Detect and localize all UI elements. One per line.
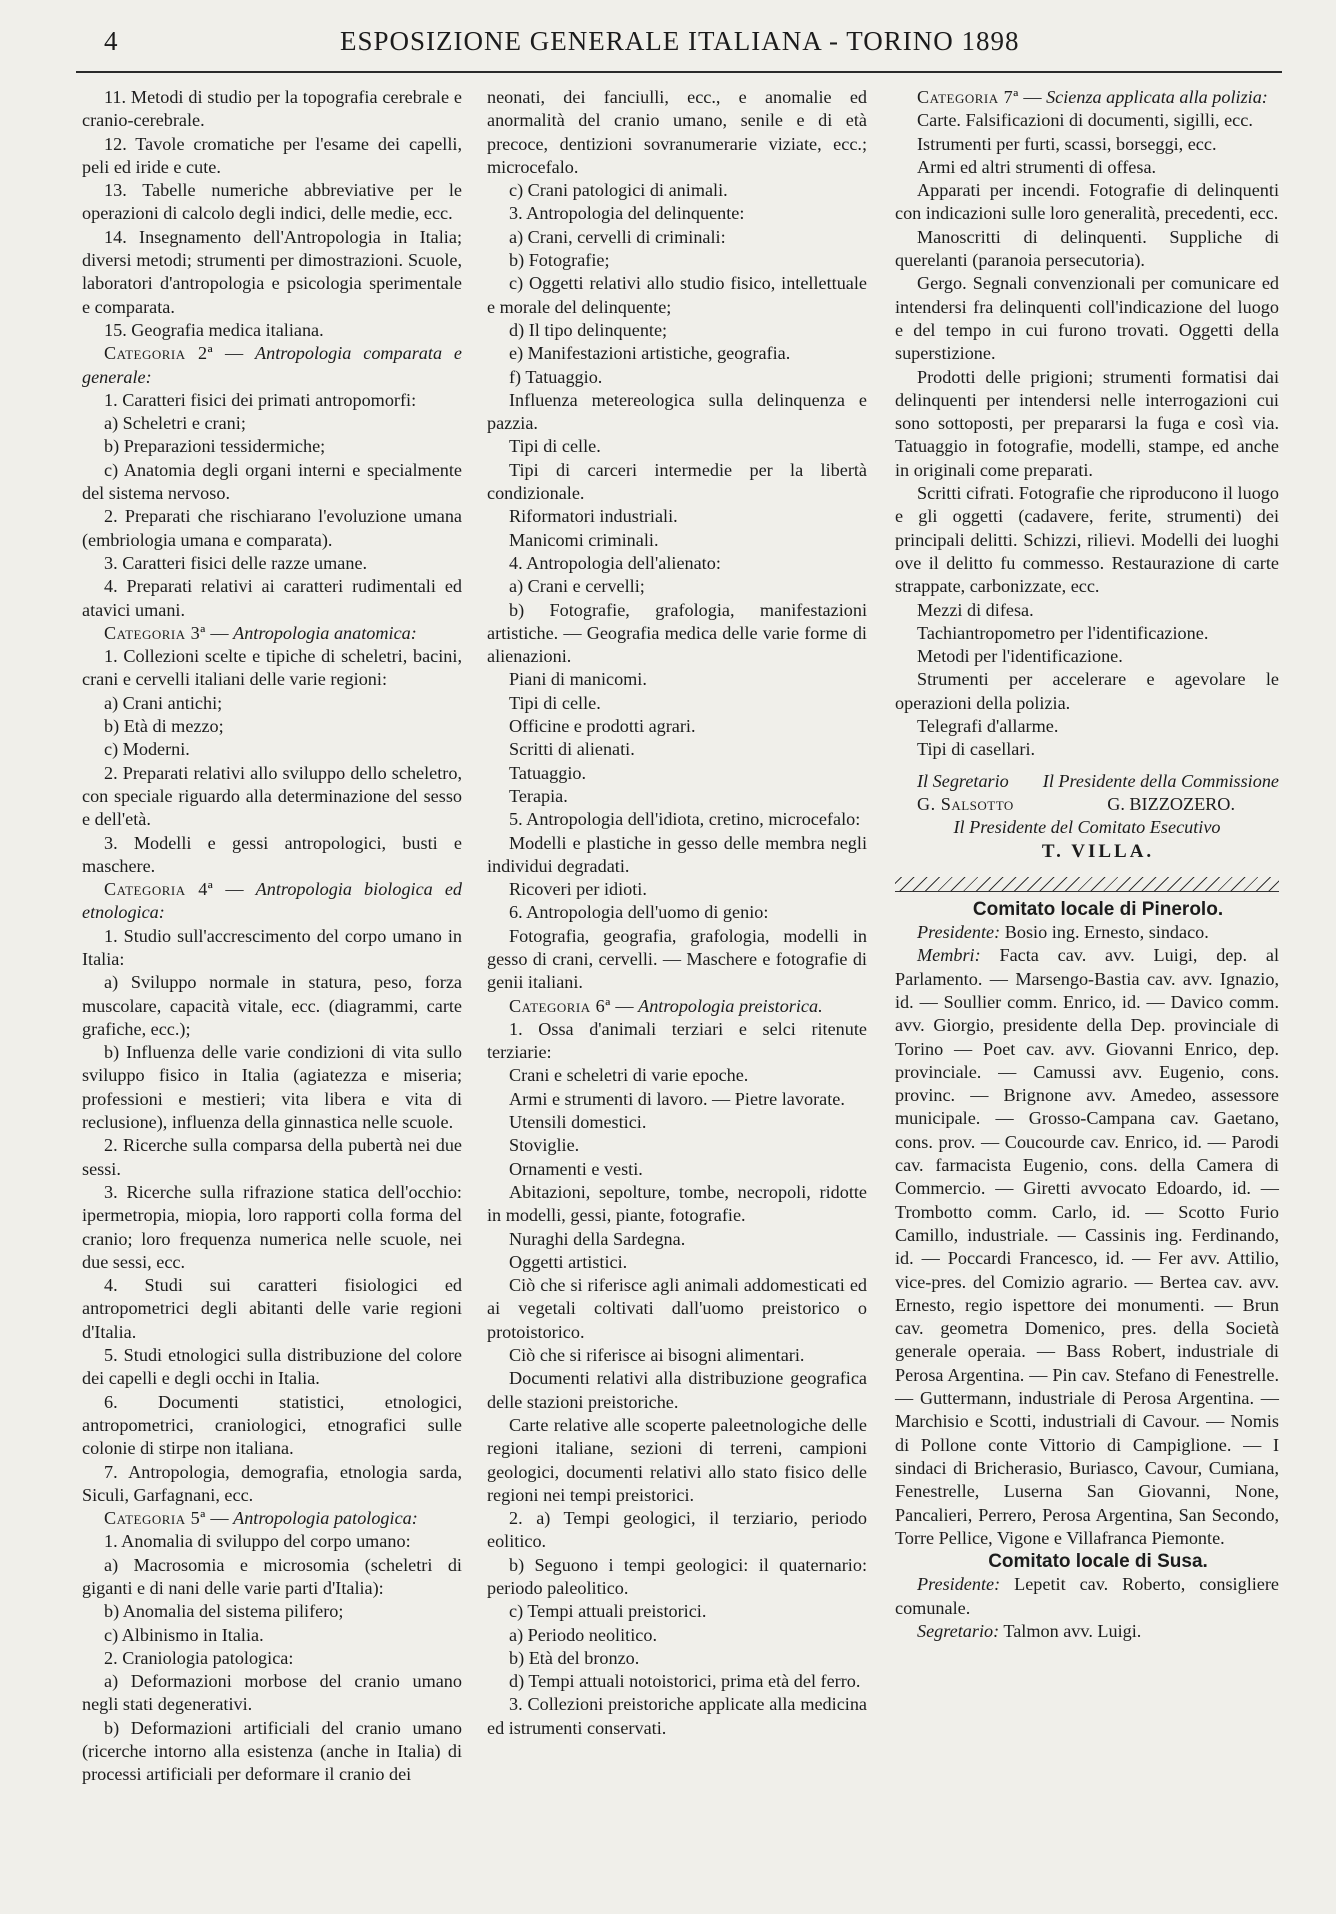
paragraph: a) Crani, cervelli di criminali: <box>509 226 726 247</box>
category-label: Categoria 7ª <box>917 87 1019 107</box>
susa-heading: Comitato locale di Susa. <box>988 1551 1208 1573</box>
paragraph: Abitazioni, sepolture, tombe, necropoli, ridotte in modelli, gessi, piante, fotografie. <box>487 1181 867 1226</box>
page-number: 4 <box>104 26 118 56</box>
presidente-text: Bosio ing. Ernesto, sindaco. <box>1004 922 1209 943</box>
signatures-names <box>895 793 1279 816</box>
paragraph: 4. Studi sui caratteri fisiologici ed antropometrici degli abitanti delle varie regioni d'Italia. <box>82 1275 462 1342</box>
paragraph: Prodotti delle prigioni; strumenti formatisi dai delinquenti per intendersi nelle interrogazioni cui sono sottoposti, per prepararsi la fuga e così via. Tatuaggio in fotografie, modelli, stampe, ed anche in originali come preparati. <box>895 366 1279 480</box>
column-2 <box>487 86 867 1740</box>
paragraph: Strumenti per accelerare e agevolare le operazioni della polizia. <box>895 669 1279 713</box>
susa-segretario <box>895 1620 1279 1643</box>
paragraph: a) Scheletri e crani; <box>104 413 246 434</box>
presidente-text: Lepetit cav. Roberto, consigliere comunale. <box>895 1574 1280 1618</box>
paragraph: 4. Preparati relativi ai caratteri rudimentali ed atavici umani. <box>82 576 462 620</box>
presidente-esecutivo-label: Il Presidente del Comitato Esecutivo <box>953 817 1221 838</box>
paragraph: Documenti relativi alla distribuzione geografica delle stazioni preistoriche. <box>487 1368 867 1412</box>
paragraph: c) Moderni. <box>104 739 190 760</box>
category-title: Antropologia biologica ed etnologica: <box>82 879 462 923</box>
paragraph: 2. Ricerche sulla comparsa della pubertà nei due sessi. <box>82 1135 462 1179</box>
paragraph: neonati, dei fanciulli, ecc., e anomalie ed anormalità del cranio umano, senile e di età precoce, dentizioni sovranumerarie viziate, ecc.; microcefalo. <box>487 87 867 177</box>
category-label: Categoria 6ª <box>509 995 611 1016</box>
paragraph: Terapia. <box>509 785 568 806</box>
paragraph: d) Il tipo delinquente; <box>509 319 668 340</box>
running-title: ESPOSIZIONE GENERALE ITALIANA - TORINO 1898 <box>340 26 1020 56</box>
paragraph: 15. Geografia medica italiana. <box>104 319 324 340</box>
paragraph: Nuraghi della Sardegna. <box>509 1228 686 1249</box>
paragraph: a) Sviluppo normale in statura, peso, forza muscolare, capacità vitale, ecc. (diagrammi, carte grafiche, ecc.); <box>82 972 462 1039</box>
paragraph: Utensili domestici. <box>509 1112 647 1133</box>
paragraph: Armi e strumenti di lavoro. — Pietre lavorate. <box>509 1088 845 1109</box>
paragraph: d) Tempi attuali notoistorici, prima età del ferro. <box>509 1671 861 1692</box>
paragraph: Tatuaggio. <box>509 762 587 783</box>
category-title: Antropologia anatomica: <box>233 622 417 643</box>
paragraph: Manicomi criminali. <box>509 529 659 550</box>
paragraph: b) Anomalia del sistema pilifero; <box>104 1601 344 1622</box>
category-title: Scienza applicata alla polizia: <box>1046 87 1268 107</box>
column-1 <box>82 86 462 1787</box>
paragraph: Metodi per l'identificazione. <box>917 646 1123 667</box>
paragraph: Scritti di alienati. <box>509 739 635 760</box>
paragraph: 5. Antropologia dell'idiota, cretino, microcefalo: <box>509 809 861 830</box>
category-heading: Categoria 6ª — Antropologia preistorica. <box>509 995 823 1016</box>
segretario-label: Il Segretario <box>917 770 1009 791</box>
paragraph: 2. Preparati relativi allo sviluppo dello scheletro, con speciale riguardo alla determinazione del sesso e dell'età. <box>82 762 462 830</box>
category-label: Categoria 5ª <box>104 1508 206 1529</box>
paragraph: 6. Documenti statistici, etnologici, antropometrici, craniologici, etnografici sulle colonie di stirpe non italiana. <box>82 1391 462 1459</box>
paragraph: Mezzi di difesa. <box>917 599 1034 620</box>
paragraph: b) Fotografie, grafologia, manifestazioni artistiche. — Geografia medica delle varie forme di alienazioni. <box>487 599 867 667</box>
paragraph: 3. Collezioni preistoriche applicate alla medicina ed istrumenti conservati. <box>487 1694 867 1738</box>
paragraph: Officine e prodotti agrari. <box>509 716 696 737</box>
paragraph: e) Manifestazioni artistiche, geografia. <box>509 343 791 364</box>
category-label: Categoria 2ª <box>104 343 214 364</box>
category-heading: Categoria 7ª — Scienza applicata alla polizia: <box>917 87 1268 107</box>
paragraph: Modelli e plastiche in gesso delle membra negli individui degradati. <box>487 832 867 876</box>
paragraph: 4. Antropologia dell'alienato: <box>509 552 721 573</box>
paragraph: Tipi di carceri intermedie per la libertà condizionale. <box>487 459 867 504</box>
category-heading: Categoria 5ª — Antropologia patologica: <box>104 1508 418 1529</box>
paragraph: Tipi di casellari. <box>917 739 1036 760</box>
paragraph: Fotografia, geografia, grafologia, modelli in gesso di crani, cervelli. — Maschere e fotografie di genii italiani. <box>487 925 867 993</box>
paragraph: a) Crani e cervelli; <box>509 576 645 597</box>
paragraph: Oggetti artistici. <box>509 1251 628 1272</box>
paragraph: Crani e scheletri di varie epoche. <box>509 1065 749 1086</box>
paragraph: 5. Studi etnologici sulla distribuzione del colore dei capelli e degli occhi in Italia. <box>82 1345 462 1389</box>
paragraph: 2. Preparati che rischiarano l'evoluzione umana (embriologia umana e comparata). <box>82 506 462 550</box>
segretario-text: Talmon avv. Luigi. <box>1003 1621 1142 1641</box>
paragraph: a) Periodo neolitico. <box>509 1624 657 1645</box>
paragraph: b) Influenza delle varie condizioni di vita sullo sviluppo fisico in Italia (agiatezza e miseria; professioni e mestieri; vita libera e vita di reclusione), influenza della ginnastica nelle scuole. <box>82 1042 462 1133</box>
page-header <box>0 18 1336 68</box>
pinerolo-membri <box>895 944 1279 1550</box>
paragraph: 1. Caratteri fisici dei primati antropomorfi: <box>104 389 417 410</box>
membri-label: Membri: <box>917 945 981 966</box>
paragraph: 12. Tavole cromatiche per l'esame dei capelli, peli ed iride e cute. <box>82 133 462 177</box>
paragraph: Ciò che si riferisce ai bisogni alimentari. <box>509 1345 805 1366</box>
paragraph: Ciò che si riferisce agli animali addomesticati ed ai vegetali coltivati dall'uomo preistorico o protoistorico. <box>487 1275 867 1342</box>
presidente-label: Presidente: <box>917 1574 1001 1595</box>
susa-presidente <box>895 1573 1279 1620</box>
paragraph: Manoscritti di delinquenti. Suppliche di querelanti (paranoia persecutoria). <box>895 226 1279 271</box>
paragraph: a) Crani antichi; <box>104 692 223 713</box>
paragraph: 3. Ricerche sulla rifrazione statica dell'occhio: ipermetropia, miopia, loro rapporti colla forma del cranio; loro frequenza numerica nelle scuole, nei due sessi, ecc. <box>82 1181 462 1272</box>
paragraph: Riformatori industriali. <box>509 506 678 527</box>
category-title: Antropologia patologica: <box>233 1508 418 1529</box>
paragraph: 2. Craniologia patologica: <box>104 1647 294 1668</box>
paragraph: 2. a) Tempi geologici, il terziario, periodo eolitico. <box>487 1508 867 1552</box>
paragraph: 3. Modelli e gessi antropologici, busti e maschere. <box>82 832 462 876</box>
category-label: Categoria 3ª <box>104 622 206 643</box>
header-rule <box>76 71 1282 73</box>
paragraph: Apparati per incendi. Fotografie di delinquenti con indicazioni sulle loro generalità, precedenti, ecc. <box>895 180 1279 224</box>
presidente-commissione-label: Il Presidente della Commissione <box>1042 770 1279 791</box>
paragraph: Piani di manicomi. <box>509 669 647 690</box>
presidente-label: Presidente: <box>917 922 1001 943</box>
paragraph: a) Deformazioni morbose del cranio umano negli stati degenerativi. <box>82 1671 462 1715</box>
paragraph: a) Macrosomia e microsomia (scheletri di giganti e di nani delle varie parti d'Italia): <box>82 1554 462 1598</box>
paragraph: 1. Collezioni scelte e tipiche di scheletri, bacini, crani e cervelli italiani delle varie regioni: <box>82 646 462 690</box>
paragraph: 1. Anomalia di sviluppo del corpo umano: <box>104 1531 411 1552</box>
paragraph: b) Preparazioni tessidermiche; <box>104 436 326 457</box>
paragraph: c) Tempi attuali preistorici. <box>509 1601 707 1622</box>
category-heading: Categoria 4ª — Antropologia biologica ed etnologica: <box>82 879 462 923</box>
paragraph: 1. Studio sull'accrescimento del corpo umano in Italia: <box>82 925 462 969</box>
paragraph: b) Seguono i tempi geologici: il quaternario: periodo paleolitico. <box>487 1554 867 1598</box>
pinerolo-heading: Comitato locale di Pinerolo. <box>972 898 1224 920</box>
ornamental-divider <box>895 877 1279 892</box>
category-heading: Categoria 2ª — Antropologia comparata e generale: <box>82 343 462 387</box>
paragraph: Scritti cifrati. Fotografie che riproducono il luogo e gli oggetti (cadavere, ferite, strumenti) dei principali delitti. Schizzi, rilievi. Modelli dei luoghi ove il delitto fu commesso. Restaurazione di carte strappate, carbonizzate, ecc. <box>895 483 1279 597</box>
presidente-commissione-name: G. BIZZOZERO. <box>1107 793 1235 814</box>
presidente-esecutivo-name: T. VILLA. <box>1041 840 1155 862</box>
paragraph: b) Età di mezzo; <box>104 716 224 737</box>
paragraph: Gergo. Segnali convenzionali per comunicare ed intendersi fra delinquenti coll'indicazione del luogo e del tempo in cui furono trovati. Oggetti della superstizione. <box>895 273 1279 364</box>
paragraph: 3. Antropologia del delinquente: <box>509 203 745 224</box>
category-heading: Categoria 3ª — Antropologia anatomica: <box>104 622 417 643</box>
paragraph: Telegrafi d'allarme. <box>917 716 1059 737</box>
paragraph: b) Deformazioni artificiali del cranio umano (ricerche intorno alla esistenza (anche in Italia) di processi artificiali per deformare il cranio dei <box>82 1717 462 1785</box>
paragraph: Armi ed altri strumenti di offesa. <box>917 156 1157 177</box>
paragraph: c) Albinismo in Italia. <box>104 1624 264 1645</box>
paragraph: 11. Metodi di studio per la topografia cerebrale e cranio-cerebrale. <box>82 87 462 131</box>
category-title: Antropologia preistorica. <box>638 995 823 1016</box>
membri-text: Facta cav. avv. Luigi, dep. al Parlamento. — Marsengo-Bastia cav. avv. Ignazio, id. — Soullier comm. Enrico, id. — Davico comm. avv. Giorgio, presidente della Dep. provinciale di Torino — Poet cav. avv. Giovanni Enrico, dep. provinciale. — Camussi avv. Eugenio, cons. provinc. — Brignone avv. Amedeo, assessore municipale. — Grosso-Campana cav. Gaetano, cons. prov. — Coucourde cav. Enrico, id. — Parodi cav. farmacista Eugenio, cons. della Camera di Commercio. — Giretti avvocato Edoardo, id. — Trombotto comm. Carlo, id. — Scotto Furio Camillo, industriale. — Cassinis ing. Ferdinando, id. — Poccardi Francesco, id. — Fer avv. Attilio, vice-pres. del Comizio agrario. — Bertea cav. avv. Ernesto, regio ispettore dei monumenti. — Brun cav. geometra Domenico, pres. della Società generale operaia. — Bass Robert, industriale di Perosa Argentina. — Pin cav. Stefano di Fenestrelle. — Guttermann, industriale di Perosa Argentina. — Marchisio e Scotti, industriali di Cavour. — Nomis di Pollone conte Vittorio di Campiglione. — I sindaci di Bricherasio, Buriasco, Cavour, Cumiana, Fenestrelle, Luserna San Giovanni, None, Pancalieri, Perrero, Perosa Argentina, San Secondo, Torre Pellice, Vigone e Villafranca Piemonte. <box>895 945 1279 1548</box>
paragraph: Ornamenti e vesti. <box>509 1158 643 1179</box>
paragraph: Ricoveri per idioti. <box>509 879 647 900</box>
category-title: Antropologia comparata e generale: <box>82 343 462 387</box>
column-3 <box>895 86 1279 1643</box>
paragraph: Istrumenti per furti, scassi, borseggi, ecc. <box>917 133 1217 154</box>
segretario-label: Segretario: <box>917 1621 1000 1641</box>
paragraph: Tipi di celle. <box>509 436 601 457</box>
paragraph: Tachiantropometro per l'identificazione. <box>917 622 1209 643</box>
paragraph: 7. Antropologia, demografia, etnologia sarda, Siculi, Garfagnani, ecc. <box>82 1461 462 1505</box>
paragraph: 1. Ossa d'animali terziari e selci ritenute terziarie: <box>487 1018 867 1063</box>
paragraph: c) Crani patologici di animali. <box>509 180 728 201</box>
paragraph: 6. Antropologia dell'uomo di genio: <box>509 902 769 923</box>
segretario-name: G. Salsotto <box>917 793 1014 814</box>
paragraph: c) Oggetti relativi allo studio fisico, intellettuale e morale del delinquente; <box>487 273 867 317</box>
paragraph: 14. Insegnamento dell'Antropologia in Italia; diversi metodi; strumenti per dimostrazioni. Scuole, laboratori d'antropologia e psicologia sperimentale e comparata. <box>82 226 462 317</box>
pinerolo-presidente <box>895 921 1279 944</box>
paragraph: 3. Caratteri fisici delle razze umane. <box>104 552 368 573</box>
paragraph: Tipi di celle. <box>509 692 601 713</box>
paragraph: Influenza metereologica sulla delinquenza e pazzia. <box>487 389 867 434</box>
paragraph: Stoviglie. <box>509 1135 580 1156</box>
signatures-labels <box>895 770 1279 793</box>
paragraph: b) Fotografie; <box>509 250 610 271</box>
paragraph: c) Anatomia degli organi interni e specialmente del sistema nervoso. <box>82 459 462 504</box>
category-label: Categoria 4ª <box>104 879 214 900</box>
paragraph: Carte relative alle scoperte paleetnologiche delle regioni italiane, sezioni di terreni, campioni geologici, documenti relativi allo stato fisico delle regioni nei tempi preistorici. <box>487 1414 867 1505</box>
paragraph: f) Tatuaggio. <box>509 366 603 387</box>
paragraph: 13. Tabelle numeriche abbreviative per le operazioni di calcolo degli indici, delle medie, ecc. <box>82 180 462 224</box>
paragraph: b) Età del bronzo. <box>509 1647 640 1668</box>
paragraph: Carte. Falsificazioni di documenti, sigilli, ecc. <box>917 110 1253 131</box>
